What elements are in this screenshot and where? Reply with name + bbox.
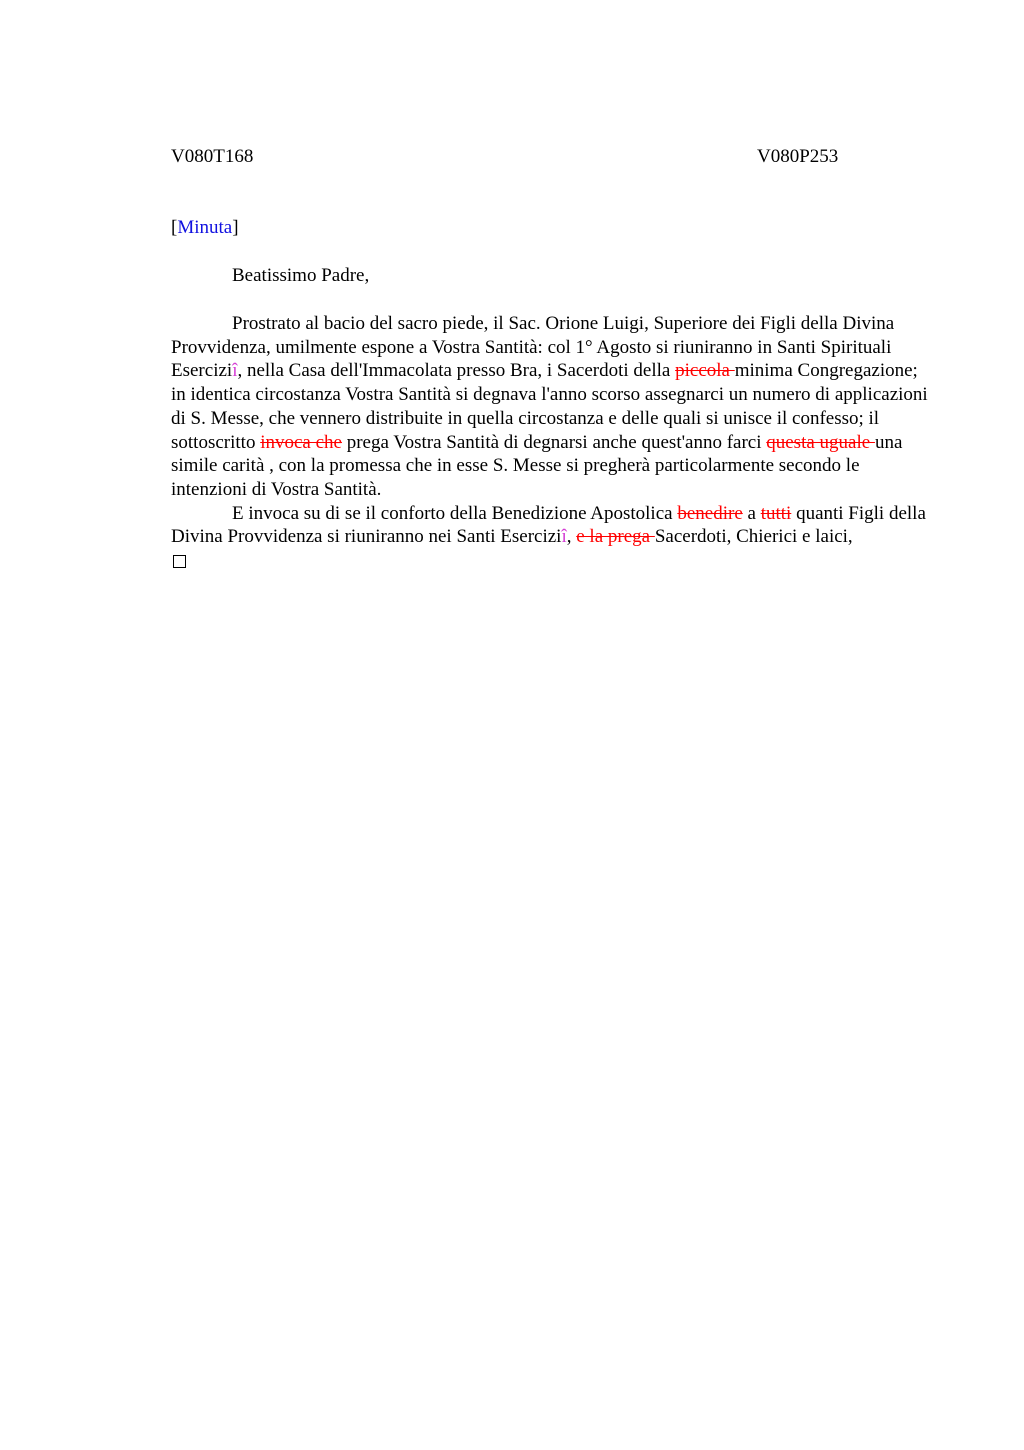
deleted-text: piccola <box>675 360 735 382</box>
minuta-text: Minuta <box>177 217 233 238</box>
letter-body <box>171 312 931 573</box>
minuta-label <box>171 217 239 239</box>
editorial-mark: î <box>561 526 567 548</box>
deleted-text: questa uguale <box>766 431 875 453</box>
text-run: Sacerdoti, Chierici e laici, <box>654 526 853 548</box>
document-code-left: V080T168 <box>171 146 254 167</box>
text-run: , <box>566 526 577 548</box>
bracket-open: [ <box>171 217 178 238</box>
paragraph-1 <box>171 312 931 502</box>
text-run: quanti Figli della Divina Provvidenza si riuniranno nei Santi Esercizi <box>171 502 926 548</box>
text-run: minima Congregazione; in identica circostanza Vostra Santità si degnava l'anno scorso assegnarci un numero di applicazioni di S. Messe, che vennero distribuite in quella circostanza e delle quali si unisce il confesso; il sottoscritto <box>171 360 928 453</box>
end-box-icon <box>173 555 186 568</box>
editorial-mark: î <box>232 360 238 382</box>
text-run: Prostrato al bacio del sacro piede, il Sac. Orione Luigi, Superiore dei Figli della Divina Provvidenza, umilmente espone a Vostra Santità: col 1° Agosto si riuniranno in Santi Spirituali Esercizi <box>171 313 895 382</box>
paragraph-2 <box>171 502 931 549</box>
end-marker-row <box>171 549 931 573</box>
text-run: , nella Casa dell'Immacolata presso Bra, i Sacerdoti della <box>237 360 676 382</box>
deleted-text: benedire <box>677 502 743 524</box>
deleted-text: e la prega <box>576 526 655 548</box>
deleted-text: tutti <box>760 502 792 524</box>
text-run: E invoca su di se il conforto della Benedizione Apostolica <box>232 502 678 524</box>
salutation: Beatissimo Padre, <box>232 265 370 286</box>
text-run: prega Vostra Santità di degnarsi anche quest'anno farci <box>341 431 767 453</box>
bracket-close: ] <box>232 217 239 238</box>
document-code-right: V080P253 <box>757 146 839 167</box>
deleted-text: invoca che <box>260 431 342 453</box>
text-run: una simile carità , con la promessa che in esse S. Messe si pregherà particolarmente secondo le intenzioni di Vostra Santità. <box>171 431 903 500</box>
text-run: a <box>742 502 761 524</box>
